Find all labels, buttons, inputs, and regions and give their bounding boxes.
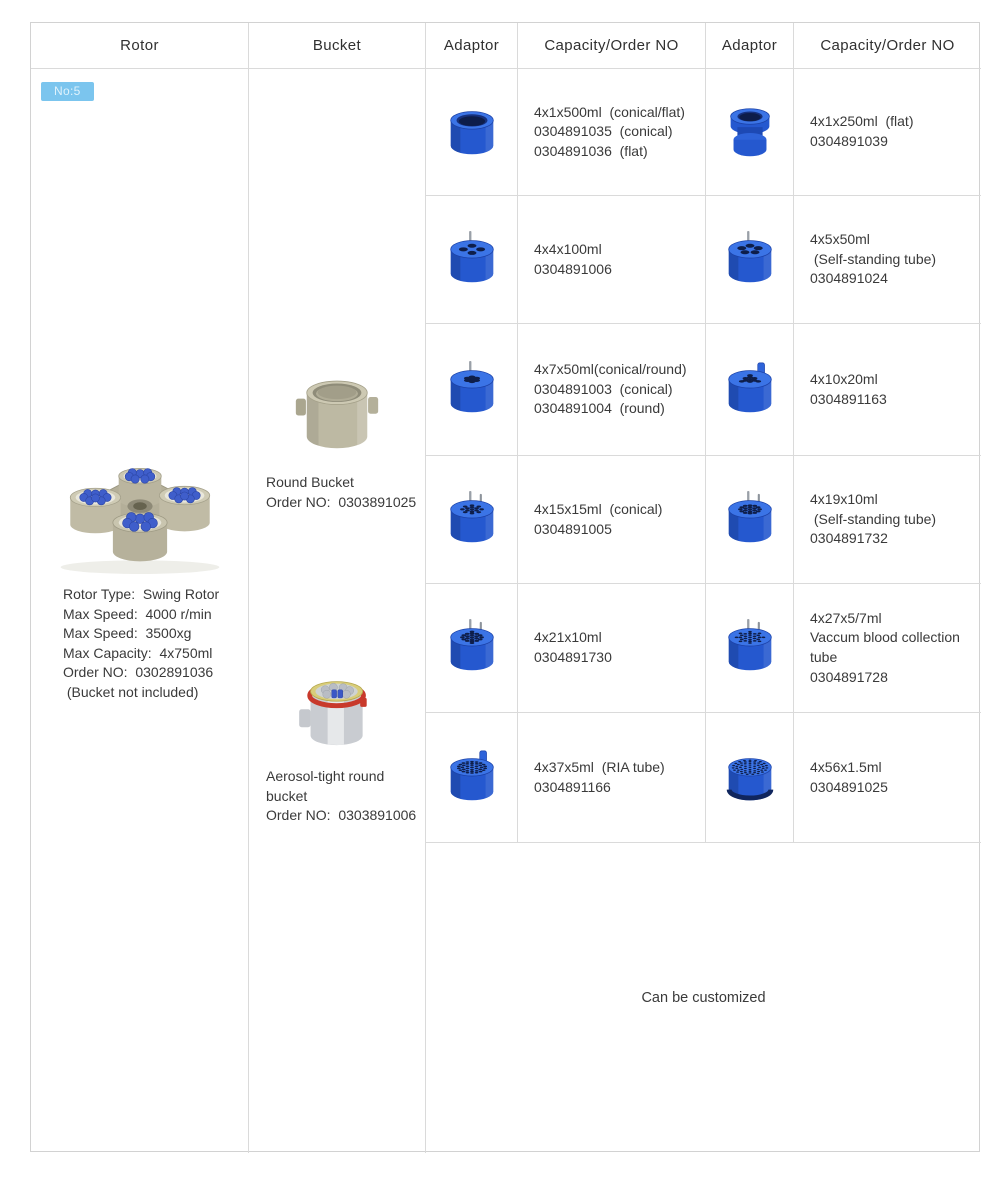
can-be-customized-cell: Can be customized xyxy=(641,990,766,1006)
product-spec-table xyxy=(30,22,980,1152)
capacity-text xyxy=(794,324,981,456)
column-header-capacity-1: Capacity/Order NO xyxy=(518,23,706,69)
text-line: 0304891163 xyxy=(810,390,887,407)
text-line: 4x21x10ml xyxy=(534,629,602,646)
capacity-text xyxy=(794,713,981,843)
column-header-adaptor-1: Adaptor xyxy=(426,23,518,69)
adaptor-cup-icon xyxy=(426,69,518,196)
capacity-text xyxy=(518,584,706,713)
text-line: Aerosol-tight round xyxy=(266,768,385,784)
text-line: 4x7x50ml(conical/round) xyxy=(534,361,687,378)
text-line: 0304891006 xyxy=(534,260,612,277)
text-line: Max Speed: 3500xg xyxy=(63,625,192,642)
capacity-text xyxy=(518,713,706,843)
adaptor-15-hole-icon xyxy=(426,456,518,584)
text-line: bucket xyxy=(266,787,308,804)
text-line: 0304891728 xyxy=(810,668,888,685)
adaptor-5-hole-icon xyxy=(706,196,794,324)
adaptor-10-hole-icon xyxy=(706,324,794,456)
rotor-specs xyxy=(63,585,219,703)
capacity-text xyxy=(518,69,706,196)
capacity-text xyxy=(794,584,981,713)
adaptor-7-hole-icon xyxy=(426,324,518,456)
adaptor-27-hole-icon xyxy=(706,584,794,713)
text-line: 4x1x500ml (conical/flat) xyxy=(534,103,685,120)
text-line: 0304891025 xyxy=(810,778,888,795)
column-header-capacity-2: Capacity/Order NO xyxy=(794,23,981,69)
column-header-rotor: Rotor xyxy=(31,23,249,69)
text-line: 0304891039 xyxy=(810,133,888,149)
text-line: 0304891003 (conical) xyxy=(534,380,673,397)
text-line: 0304891166 xyxy=(534,778,611,795)
text-line: 0304891732 xyxy=(810,530,888,547)
text-line: Vaccum blood collection xyxy=(810,629,960,646)
capacity-text xyxy=(518,196,706,324)
column-header-adaptor-2: Adaptor xyxy=(706,23,794,69)
text-line: Order NO: 0303891025 xyxy=(266,493,417,510)
capacity-text xyxy=(794,196,981,324)
capacity-text xyxy=(794,69,981,196)
text-line: (Self-standing tube) xyxy=(810,250,937,267)
rotor-cell xyxy=(31,69,249,1153)
text-line: tube xyxy=(810,649,838,665)
adaptor-21-hole-icon xyxy=(426,584,518,713)
text-line: 4x27x5/7ml xyxy=(810,609,882,626)
round-bucket-image xyxy=(295,372,379,464)
text-line: 4x37x5ml (RIA tube) xyxy=(534,758,665,775)
capacity-text xyxy=(518,456,706,584)
text-line: Max Speed: 4000 r/min xyxy=(63,605,212,622)
adaptor-19-hole-icon xyxy=(706,456,794,584)
text-line: 4x56x1.5ml xyxy=(810,758,882,775)
text-line: (Self-standing tube) xyxy=(810,510,937,527)
text-line: Rotor Type: Swing Rotor xyxy=(63,586,220,602)
text-line: 0304891035 (conical) xyxy=(534,123,673,140)
text-line: 0304891024 xyxy=(810,270,888,287)
adaptor-4-hole-icon xyxy=(426,196,518,324)
adaptor-37-hole-icon xyxy=(426,713,518,843)
text-line: 0304891036 (flat) xyxy=(534,142,648,159)
rotor-number-badge: No:5 xyxy=(41,82,94,101)
text-line: 4x10x20ml xyxy=(810,370,878,387)
capacity-text xyxy=(518,324,706,456)
aerosol-bucket-text xyxy=(266,767,416,826)
text-line: 4x19x10ml xyxy=(810,491,878,508)
bucket-cell xyxy=(249,69,426,1153)
text-line: 0304891730 xyxy=(534,649,612,665)
text-line: 0304891005 xyxy=(534,520,612,537)
text-line: Order NO: 0302891036 xyxy=(63,664,214,681)
text-line: Order NO: 0303891006 xyxy=(266,807,417,824)
column-header-bucket: Bucket xyxy=(249,23,426,69)
text-line: 0304891004 (round) xyxy=(534,400,665,417)
aerosol-bucket-image xyxy=(298,667,376,763)
text-line: Max Capacity: 4x750ml xyxy=(63,644,213,661)
round-bucket-text xyxy=(266,473,416,512)
adaptor-56-hole-icon xyxy=(706,713,794,843)
capacity-text xyxy=(794,456,981,584)
text-line: 4x1x250ml (flat) xyxy=(810,113,914,130)
text-line: 4x15x15ml (conical) xyxy=(534,500,663,517)
text-line: 4x5x50ml xyxy=(810,231,870,248)
text-line: 4x4x100ml xyxy=(534,240,602,257)
rotor-image xyxy=(48,445,232,577)
text-line: Round Bucket xyxy=(266,474,354,490)
text-line: (Bucket not included) xyxy=(63,683,199,700)
adaptor-spool-icon xyxy=(706,69,794,196)
